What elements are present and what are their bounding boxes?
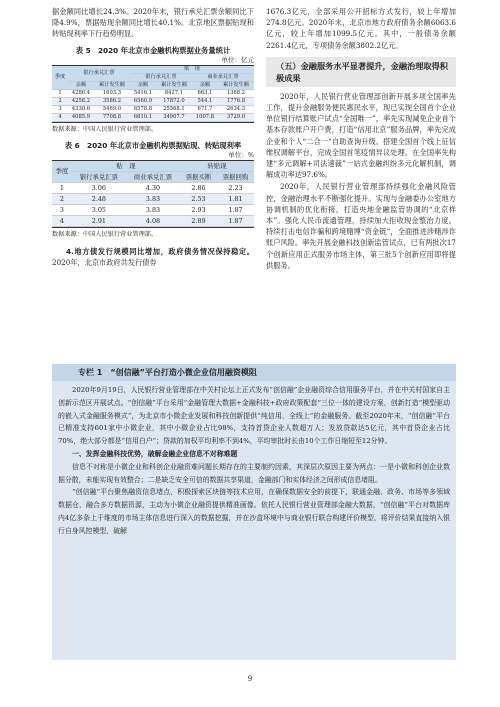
box-title: 专栏 1 “创信融”平台打造小微企业信用融资模阻 (52, 364, 456, 381)
table5-header-discount: 贴 现 (130, 66, 254, 74)
box-body (52, 381, 456, 538)
debt-paragraph: 1676.3亿元，全部采用公开招标方式发行，较上年增加274.8亿元。2020年末，北京市地方政府债务余额6063.6亿元，较上年增加1099.5亿元。其中，一般债务余额2261.4亿元，专项债务余额3802.2亿元。 (266, 7, 456, 50)
page-number: 9 (247, 675, 253, 683)
governance-paragraph: 2020年，人民银行营业管理部持续强化金融风险管控，金融治理水平不断强化提升。实现与金融委办公室地方协调机制的优化衔接，打造央地金融监管协调的“北京样本”。强化人民币流通管理，持续加大拒收现金整治力度。持续打击电信诈骗和跨境赌博“资金链”，全面推进涉赌涉诈账户风险。率先开展金融科技创新监管试点，已有两批次17个创新应用正式服务市场主体，第三批5个创新应用即将提供服务。 (266, 182, 456, 270)
table5-source: 数据来源：中国人民银行营业管理部。 (52, 125, 158, 133)
point4-paragraph (52, 246, 254, 268)
table6-sub-header: 票据买断 (180, 171, 217, 182)
table5-sub-header: 余额 (130, 81, 156, 89)
table5-caption: 表 5 2020 年北京市金融机构票据业务量统计 (75, 45, 231, 55)
left-column (52, 6, 254, 269)
table-row: 3 3.05 3.83 2.93 1.87 (52, 204, 254, 215)
right-column (266, 6, 456, 272)
table5-sub-header: 余额 (192, 81, 218, 89)
table6-header-season: 季度 (52, 161, 72, 183)
box-paragraph: 信息不对称是小微企业和科创企业融资难问题长期存在的主要制约因素，其深层次原因主要为两点：一是小微和科创企业数据分散，未能实现有效整合；二是缺乏安全可信的数据共享渠道，金融部门和实体经济之间形成信息堵阻。 (58, 462, 450, 484)
table6-unit: 单位：% (228, 150, 254, 159)
table5-sub-header: 累计发生额 (156, 81, 192, 89)
table-row: 4 4085.9 7708.8 6810.1 34907.7 1007.8 3729.0 (52, 113, 254, 121)
table5-sub-header: 累计发生额 (218, 81, 254, 89)
table5 (52, 66, 254, 122)
table5-unit: 单位：亿元 (221, 55, 254, 64)
table-row: 2 2.48 3.83 2.53 1.81 (52, 193, 254, 204)
column-box (52, 364, 456, 660)
intro-paragraph: 据金额同比增长24.3%。2020年末，银行承兑汇票余额同比下降4.9%，票据贴现余额同比增长40.1%。北京地区票据贴现和转贴现利率下行趋势明显。 (52, 7, 254, 39)
table6-source: 数据来源：中国人民银行营业管理部。 (52, 230, 158, 238)
table5-header-bank: 银行承兑汇票 (130, 73, 192, 81)
table5-header-acceptance: 银行承兑汇票 (68, 66, 130, 82)
table6 (52, 161, 254, 227)
table6-header-discount: 贴 现 (72, 161, 180, 172)
table6-header-rediscount: 转贴现 (180, 161, 254, 172)
table-row: 3 4330.6 5469.0 6578.8 25568.1 671.7 2634.3 (52, 105, 254, 113)
box-paragraph: “创信融”平台聚焦融资信息堵点，积极探索区块链等技术应用，在确保数据安全的前提下，联通金融、政务、市场等多领域数据仓，融合多方数据资源，主动为小微企业融资提供精准画像。依托人民银行营业管理部金融大数据，“创信融”平台对数据库内4亿多条上千维度的市场主体信息进行深入的数据挖掘，并在沙盒环境中与商业银行联合构建评价模型，将评价结果直接纳入银行自身风控模型，破解 (58, 488, 450, 535)
point4-text: 2020年，北京市政府共发行债券 (52, 257, 157, 267)
table5-sub-header: 余额 (68, 81, 94, 89)
service-paragraph: 2020年，人民银行营业管理部创新开展多项全国率先工作，提升金融服务便民惠民水平，现已实现全国首个企业单位银行结算账户试点“全国唯一”，率先实现减免企业首个基本存款账户开户费，打造“信用北京”服务品牌，率先完成企业和个人“二合一”自助查询升级。搭建全国首个线上征信维权调解平台，完成全国首笔疫情异议处理。在全国率先构建“多元调解+司法速裁”一站式金融纠纷多元化解机制，调解成功率达97.6%。 (266, 91, 456, 180)
table5-sub-header: 累计发生额 (94, 81, 130, 89)
box-subheading: 一、发挥金融科技优势，破解金融企业信息不对称难题 (72, 449, 238, 458)
box-paragraph: 2020年9月19日，人民银行营业管理部在中关村论坛上正式发布“创信融”企业融资综合信用服务平台，并在中关村国家自主创新示范区开展试点。“创信融”平台采用“金融管理大数据+金融科技+政府政策配套”三位一体的建设方案，创新打造“模型驱动的嵌入式金融服务模式”，为北京市小微企业发展和科技创新提供“纯信用、全线上”的金融服务。截至2020年末，“创信融”平台已精准支持601家中小微企业，其中小微企业占比98%，支持首贷企业人数超万人；发放贷款达5亿元，其中首贷企业占比70%，绝大部分都是“信用白户”；贷款的加权平均利率不到4%，平均审批时长由10个工作日缩短至12分钟。 (58, 386, 450, 446)
table5-header-commercial: 商业承兑汇票 (192, 73, 254, 81)
point4-heading: 4.地方债发行规模同比增加，政府债务情况保持稳定。 (66, 246, 254, 256)
table5-header-season: 季度 (52, 66, 68, 90)
table-row: 2 4258.2 3586.2 6560.9 17872.0 544.1 1776.8 (52, 97, 254, 105)
table6-caption: 表 6 2020 年北京市金融机构票据贴现、转贴现利率 (64, 140, 242, 150)
table-row: 4 2.91 4.08 2.89 1.87 (52, 215, 254, 226)
table6-sub-header: 票据回购 (217, 171, 254, 182)
table-row: 1 4286.4 1603.3 5416.1 8427.1 663.1 1368.2 (52, 89, 254, 97)
table6-sub-header: 商业承兑汇票 (126, 171, 180, 182)
section-heading: （五）金融服务水平显著提升，金融治理取得积极成果 (266, 57, 456, 87)
table6-sub-header: 银行承兑汇票 (72, 171, 126, 182)
table-row: 1 3.06 4.30 2.86 2.23 (52, 182, 254, 193)
